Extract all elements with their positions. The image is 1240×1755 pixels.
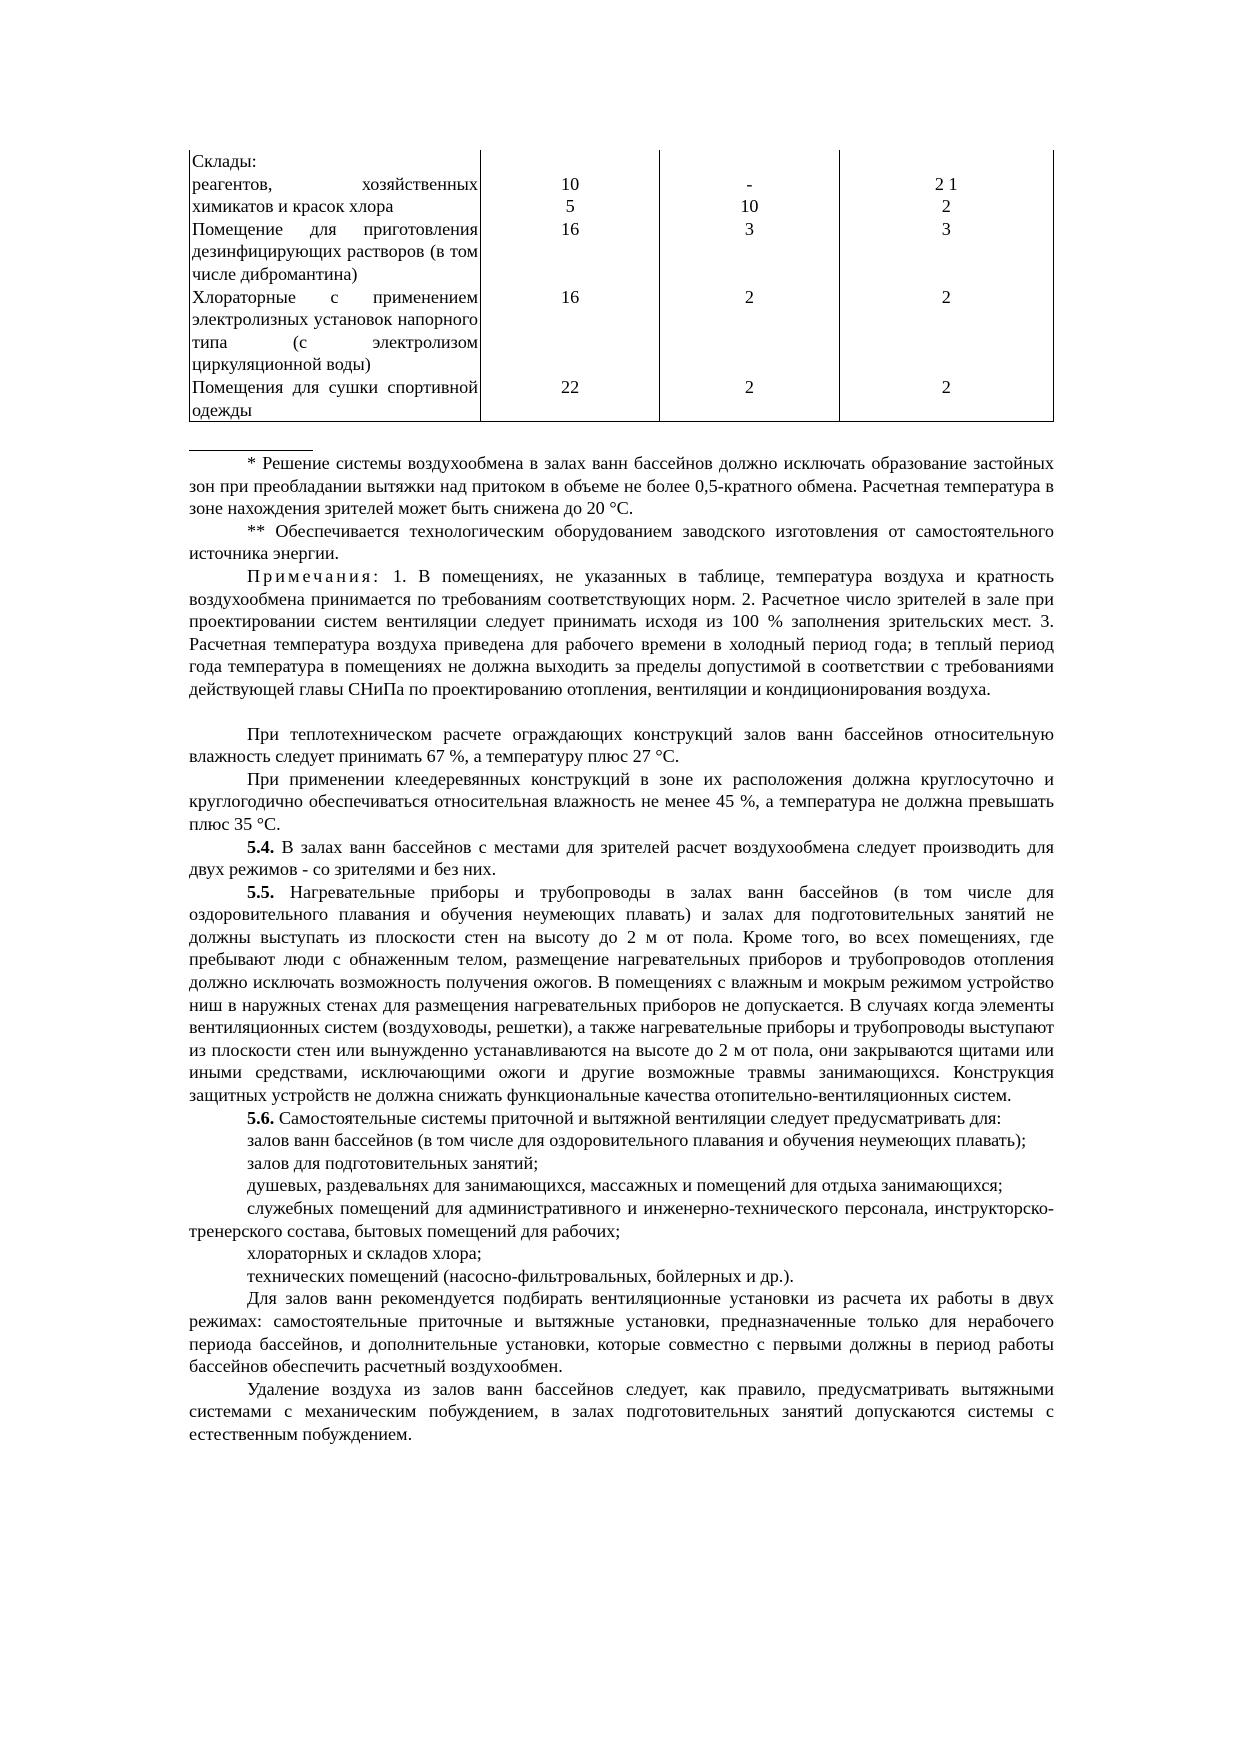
section-number: 5.5. <box>247 881 275 902</box>
table-row <box>190 286 1054 376</box>
section-number: 5.6. <box>247 1107 275 1128</box>
paragraph <box>189 1265 1054 1288</box>
paragraph-text: Удаление воздуха из залов ванн бассейнов следует, как правило, предусматривать вытяжными системами с механическим побуждением, в залах подготовительных занятий допускаются системы с естественным побуждением. <box>189 1378 1054 1444</box>
paragraph-text: служебных помещений для административного и инженерно-технического персонала, инструкторско-тренерского состава, бытовых помещений для рабочих; <box>189 1198 1054 1241</box>
paragraph <box>189 1197 1054 1242</box>
paragraph <box>189 1107 1054 1130</box>
paragraph <box>189 1287 1054 1377</box>
room-name-cell: Помещения для сушки спортивной одежды <box>190 376 481 422</box>
paragraph <box>189 881 1054 1107</box>
paragraph <box>189 1129 1054 1152</box>
paragraph-text: технических помещений (насосно-фильтровальных, бойлерных и др.). <box>247 1265 794 1286</box>
value-cell-1: 16 <box>481 218 660 286</box>
value-cell-3: 2 1 2 <box>839 150 1053 218</box>
section-number: 5.4. <box>247 836 275 857</box>
paragraph-text: душевых, раздевальнях для занимающихся, массажных и помещений для отдыха занимающихся; <box>247 1175 1003 1196</box>
paragraph-text: залов ванн бассейнов (в том числе для оздоровительного плавания и обучения неумеющих плавать); <box>247 1130 1027 1151</box>
room-name-cell: Хлораторные с применением электролизных установок напорного типа (с электролизом циркуляционной воды) <box>190 286 481 376</box>
paragraph <box>189 1242 1054 1265</box>
paragraph <box>189 836 1054 881</box>
value-cell-2: 2 <box>660 376 839 422</box>
table-row <box>190 376 1054 422</box>
notes-text: 1. В помещениях, не указанных в таблице, температура воздуха и кратность воздухообмена принимается по требованиям соответствующих норм. 2. Расчетное число зрителей в зале при проектировании систем вентиляции следует принимать исходя из 100 % заполнения зрительских мест. 3. Расчетная температура воздуха приведена для рабочего времени в холодный период года; в теплый период года температура в помещениях не должна выходить за пределы допустимой в соответствии с требованиями действующей главы СНиПа по проектированию отопления, вентиляции и кондиционирования воздуха. <box>189 565 1054 699</box>
value-cell-1: 10 5 <box>481 150 660 218</box>
value-cell-2: 3 <box>660 218 839 286</box>
paragraph-text: Для залов ванн рекомендуется подбирать вентиляционные установки из расчета их работы в двух режимах: самостоятельные приточные и вытяжные установки, предназначенные только для нерабочего периода бассейнов, и дополнительные установки, которые совместно с первыми должны в период работы бассейнов обеспечить расчетный воздухообмен. <box>189 1288 1054 1377</box>
paragraph <box>189 723 1054 768</box>
paragraph <box>189 1174 1054 1197</box>
room-name-cell: Склады: реагентов, хозяйственных химикатов и красок хлора <box>190 150 481 218</box>
paragraph-text: залов для подготовительных занятий; <box>247 1152 539 1173</box>
value-cell-2: 2 <box>660 286 839 376</box>
notes-label: Примечания: <box>247 565 382 586</box>
paragraph-text: хлораторных и складов хлора; <box>247 1243 482 1264</box>
footnote-2: ** Обеспечивается технологическим оборудованием заводского изготовления от самостоятельного источника энергии. <box>189 520 1054 564</box>
ventilation-table <box>189 150 1054 422</box>
table-row <box>190 150 1054 218</box>
value-cell-1: 16 <box>481 286 660 376</box>
value-cell-2: - 10 <box>660 150 839 218</box>
value-cell-1: 22 <box>481 376 660 422</box>
value-cell-3: 2 <box>839 286 1053 376</box>
paragraph-text: При теплотехническом расчете ограждающих конструкций залов ванн бассейнов относительную влажность следует принимать 67 %, а температуру плюс 27 °С. <box>189 723 1054 767</box>
footnote-1: * Решение системы воздухообмена в залах ванн бассейнов должно исключать образование застойных зон при преобладании вытяжки над притоком в объеме не более 0,5-кратного обмена. Расчетная температура в зоне нахождения зрителей может быть снижена до 20 °С. <box>189 453 1054 519</box>
table-row <box>190 218 1054 286</box>
paragraph <box>189 1152 1054 1175</box>
room-name-cell: Помещение для приготовления дезинфицирующих растворов (в том числе дибромантина) <box>190 218 481 286</box>
paragraph-text: Нагревательные приборы и трубопроводы в залах ванн бассейнов (в том числе для оздоровительного плавания и обучения неумеющих плавать) и залах для подготовительных занятий не должны выступать из плоскости стен на высоту до 2 м от пола. Кроме того, во всех помещениях, где пребывают люди с обнаженным телом, размещение нагревательных приборов и трубопроводов отопления должно исключать возможность получения ожогов. В помещениях с влажным и мокрым режимом устройство ниш в наружных стенах для размещения нагревательных приборов не допускается. В случаях когда элементы вентиляционных систем (воздуховоды, решетки), а также нагревательные приборы и трубопроводы выступают из плоскости стен или вынужденно устанавливаются на высоте до 2 м от пола, они закрываются щитами или иными средствами, исключающими ожоги и другие возможные травмы занимающихся. Конструкция защитных устройств не должна снижать функциональные качества отопительно-вентиляционных систем. <box>189 881 1054 1106</box>
value-cell-3: 3 <box>839 218 1053 286</box>
notes <box>189 565 1054 701</box>
document-body <box>189 452 1054 1446</box>
paragraph <box>189 768 1054 836</box>
paragraph-text: В залах ванн бассейнов с местами для зрителей расчет воздухообмена следует производить для двух режимов - со зрителями и без них. <box>189 836 1054 880</box>
paragraph-text: При применении клеедеревянных конструкций в зоне их расположения должна круглосуточно и круглогодично обеспечиваться относительная влажность не менее 45 %, а температура не должна превышать плюс 35 °С. <box>189 768 1054 834</box>
value-cell-3: 2 <box>839 376 1053 422</box>
paragraph <box>189 1378 1054 1446</box>
footnote-separator <box>189 450 313 451</box>
paragraph-text: Самостоятельные системы приточной и вытяжной вентиляции следует предусматривать для: <box>274 1107 1002 1128</box>
